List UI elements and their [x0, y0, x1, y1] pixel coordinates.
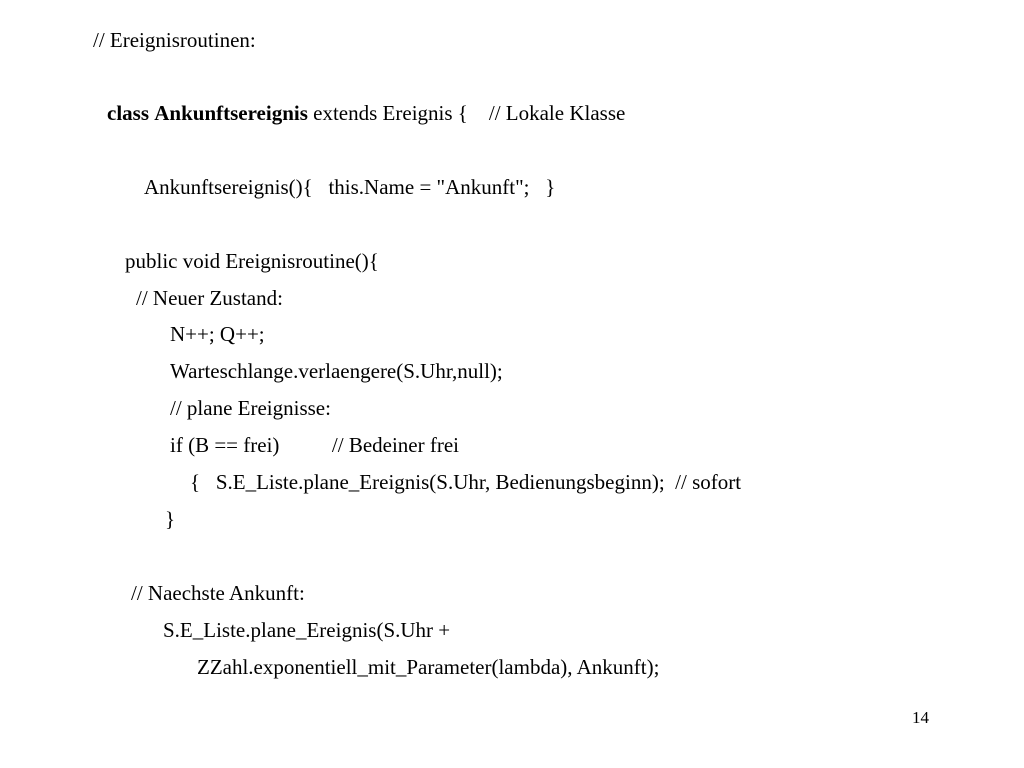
comment-neuer-zustand: // Neuer Zustand: — [136, 286, 283, 310]
class-keyword: class — [107, 101, 149, 125]
increment-line: N++; Q++; — [170, 322, 265, 346]
class-name: Ankunftsereignis — [154, 101, 308, 125]
code-comment-ereignisroutinen: // Ereignisroutinen: — [93, 28, 256, 52]
schedule-service-line: { S.E_Liste.plane_Ereignis(S.Uhr, Bedienungsbeginn); // sofort — [190, 470, 742, 494]
closing-brace-line: } — [165, 507, 176, 531]
class-declaration-line — [107, 100, 625, 126]
method-signature-line: public void Ereignisroutine(){ — [125, 249, 379, 273]
page-number: 14 — [912, 708, 929, 727]
comment-naechste-ankunft: // Naechste Ankunft: — [131, 581, 305, 605]
queue-extend-line: Warteschlange.verlaengere(S.Uhr,null); — [170, 359, 503, 383]
constructor-line: Ankunftsereignis(){ this.Name = "Ankunft"; } — [144, 175, 556, 199]
schedule-arrival-line: S.E_Liste.plane_Ereignis(S.Uhr + — [163, 618, 451, 642]
comment-plane-ereignisse: // plane Ereignisse: — [170, 396, 331, 420]
if-condition-line: if (B == frei) // Bedeiner frei — [170, 433, 460, 457]
class-extends-text: extends Ereignis { // Lokale Klasse — [313, 101, 626, 125]
schedule-arrival-continuation-line: ZZahl.exponentiell_mit_Parameter(lambda), Ankunft); — [197, 655, 660, 679]
